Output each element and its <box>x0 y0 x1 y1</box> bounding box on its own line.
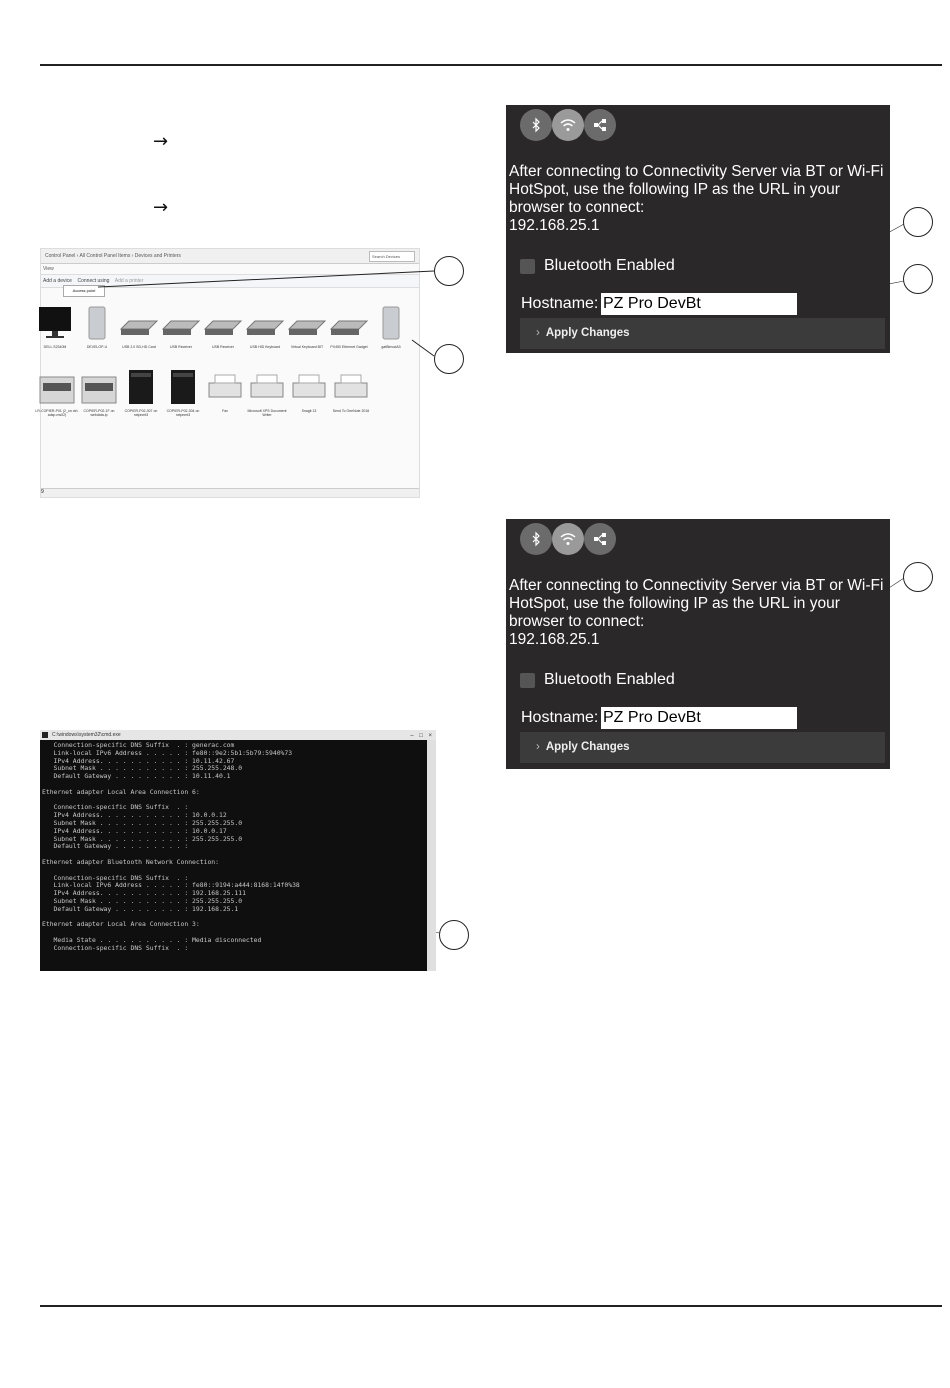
device-label: gatBtmodA3 <box>381 345 401 349</box>
hostname-input[interactable]: PZ Pro DevBt <box>601 707 797 729</box>
console-line: Subnet Mask . . . . . . . . . . . : 255.255.248.0 <box>42 764 243 773</box>
address-text: Control Panel › All Control Panel Items › Devices and Printers <box>45 253 181 259</box>
console-line: Connection-specific DNS Suffix . : <box>42 803 189 812</box>
console-line: IPv4 Address. . . . . . . . . . . : 10.0.0.17 <box>42 826 227 835</box>
hostname-label: Hostname: <box>521 709 599 726</box>
bluetooth-enabled-checkbox[interactable] <box>520 259 535 274</box>
network-icon <box>593 118 607 132</box>
console-line: Media State . . . . . . . . . . . : Media disconnected <box>42 935 262 944</box>
status-text: 9 <box>41 489 44 495</box>
connect-using-button[interactable]: Connect using <box>77 278 110 284</box>
console-title: C:\windows\system32\cmd.exe <box>52 732 121 738</box>
apply-changes-button[interactable] <box>520 732 885 763</box>
device-label: USB Receiver <box>212 345 234 349</box>
device-label: Microsoft XPS Document Writer <box>247 409 287 417</box>
callout-circle <box>439 920 469 950</box>
cmd-icon <box>42 732 48 738</box>
device-label: DEVELOP-U <box>86 345 108 349</box>
console-line: Subnet Mask . . . . . . . . . . . : 255.255.255.0 <box>42 834 243 843</box>
console-line: IPv4 Address. . . . . . . . . . . : 10.11.42.67 <box>42 756 235 765</box>
bluetooth-enabled-label: Bluetooth Enabled <box>544 257 675 274</box>
device-label: DELL S2340M <box>43 345 67 349</box>
console-line: Subnet Mask . . . . . . . . . . . : 255.255.255.0 <box>42 896 243 905</box>
apply-changes-button[interactable] <box>520 318 885 349</box>
connect-dropdown[interactable]: Access point <box>63 285 105 297</box>
connection-instructions: After connecting to Connectivity Server via BT or Wi-Fi HotSpot, use the following IP as the URL in your browser to connect: <box>509 577 884 630</box>
device-label: USB HID Keyboard <box>249 345 281 349</box>
bluetooth-enabled-checkbox[interactable] <box>520 673 535 688</box>
bluetooth-icon <box>530 532 542 546</box>
console-line: Ethernet adapter Local Area Connection 6: <box>42 787 200 796</box>
device-label: Virtual Keyboard BIT <box>290 345 324 349</box>
console-line: Connection-specific DNS Suffix . : generac.com <box>42 741 235 749</box>
console-line: Connection-specific DNS Suffix . : <box>42 943 189 952</box>
server-ip: 192.168.25.1 <box>509 631 600 648</box>
console-line: IPv4 Address. . . . . . . . . . . : 10.0.0.12 <box>42 811 227 820</box>
callout-circle <box>903 562 933 592</box>
step-arrow: → <box>153 131 169 152</box>
menu-item-view[interactable]: View <box>43 266 54 272</box>
console-line: Link-local IPv6 Address . . . . . : fe80::9e2:5b1:5b79:5940%73 <box>42 748 293 757</box>
apply-changes-label: Apply Changes <box>545 741 630 753</box>
device-label: LR-COPIER-P01 (2_on ctrl-adsp-ms02) <box>35 409 79 417</box>
device-label: COPIER-P02-307 on nxtpnmt3 <box>124 409 158 417</box>
console-scrollbar[interactable] <box>427 740 436 971</box>
console-line: Subnet Mask . . . . . . . . . . . : 255.255.255.0 <box>42 818 243 827</box>
bluetooth-icon <box>530 118 542 132</box>
bluetooth-enabled-label: Bluetooth Enabled <box>544 671 675 688</box>
console-title-bar <box>40 730 436 740</box>
toolbar-item[interactable]: Add a printer <box>114 278 144 284</box>
device-label: USB 2.0 SD-HD Card <box>122 345 156 349</box>
hostname-input[interactable]: PZ Pro DevBt <box>601 293 797 315</box>
search-input[interactable]: Search Devices <box>369 251 415 262</box>
window-controls[interactable]: – □ × <box>410 733 434 739</box>
wifi-tab-button[interactable] <box>552 109 584 141</box>
console-line: Default Gateway . . . . . . . . . : <box>42 842 189 851</box>
device-label: COPIER-P02-1F on webdata-ip <box>83 409 115 417</box>
console-line: Default Gateway . . . . . . . . . : 10.11.40.1 <box>42 772 231 781</box>
device-label: Snagit 13 <box>301 409 317 413</box>
device-label: Send To OneNote 2016 <box>332 409 370 413</box>
console-line: Connection-specific DNS Suffix . : <box>42 873 189 882</box>
connectivity-panel <box>506 105 890 353</box>
network-tab-button[interactable] <box>584 109 616 141</box>
console-line: Ethernet adapter Bluetooth Network Connection: <box>42 857 219 866</box>
toolbar-item[interactable]: Add a device <box>43 278 72 284</box>
console-output <box>42 742 300 953</box>
chevron-right-icon: › <box>536 741 540 753</box>
bluetooth-tab-button[interactable] <box>520 109 552 141</box>
device-label: Fax <box>222 409 228 413</box>
bluetooth-tab-button[interactable] <box>520 523 552 555</box>
step-arrow: → <box>153 197 169 218</box>
device-label: PX450 Ethernet Gadget <box>330 345 368 349</box>
wifi-icon <box>559 118 577 132</box>
apply-changes-label: Apply Changes <box>545 327 630 339</box>
console-line: IPv4 Address. . . . . . . . . . . : 192.168.25.111 <box>42 889 246 898</box>
console-line: Ethernet adapter Local Area Connection 3: <box>42 920 200 929</box>
network-icon <box>593 532 607 546</box>
wifi-tab-button[interactable] <box>552 523 584 555</box>
chevron-right-icon: › <box>536 327 540 339</box>
server-ip: 192.168.25.1 <box>509 217 600 234</box>
device-label: COPIER-P02-304 on nxtpnmt3 <box>166 409 200 417</box>
console-line: Link-local IPv6 Address . . . . . : fe80::9194:a444:8168:14f0%38 <box>42 881 300 890</box>
device-label: USB Receiver <box>170 345 192 349</box>
connection-instructions: After connecting to Connectivity Server via BT or Wi-Fi HotSpot, use the following IP as the URL in your browser to connect: <box>509 163 884 216</box>
hostname-label: Hostname: <box>521 295 599 312</box>
connectivity-panel <box>506 519 890 769</box>
wifi-icon <box>559 532 577 546</box>
console-line: Default Gateway . . . . . . . . . : 192.168.25.1 <box>42 904 239 913</box>
callout-circle <box>903 264 933 294</box>
callout-circle <box>903 207 933 237</box>
network-tab-button[interactable] <box>584 523 616 555</box>
command-prompt-window <box>40 730 436 971</box>
